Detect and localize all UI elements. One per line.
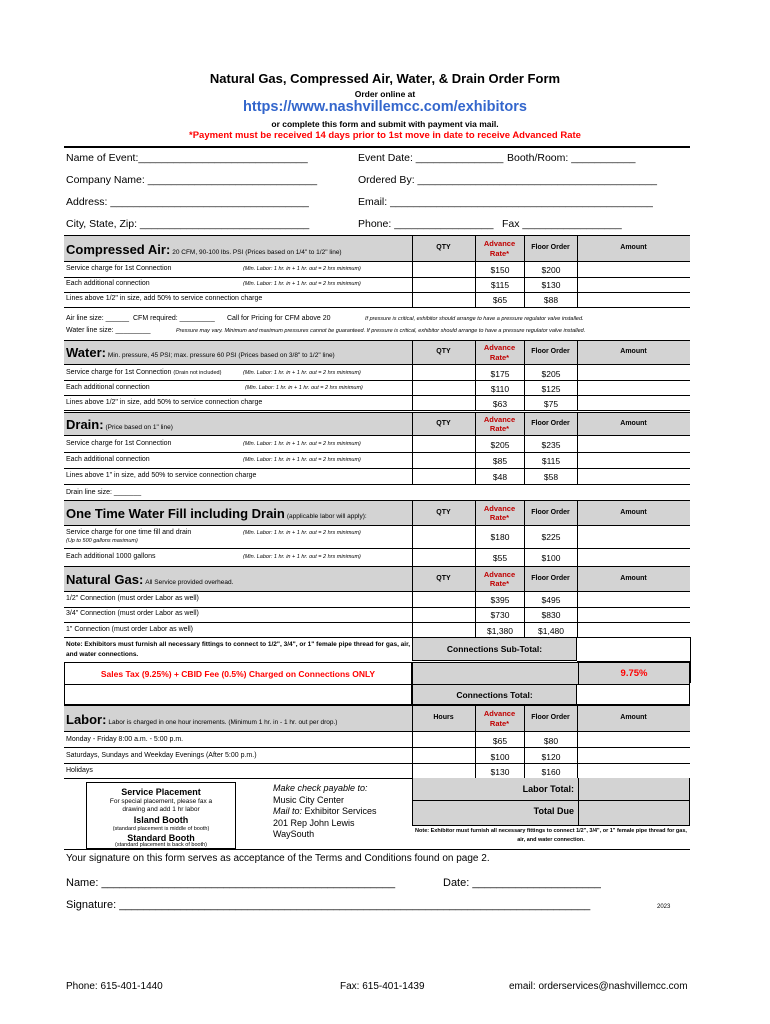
labor-row-floor: $160	[541, 767, 561, 777]
water-row-label: Lines above 1/2" in size, add 50% to service connection charge	[66, 399, 263, 406]
hours-column-header: Hours	[433, 714, 454, 722]
address-field[interactable]: Address: __________________________________	[66, 196, 309, 208]
fill-row-advance: $55	[492, 553, 508, 563]
drain-row-label: Lines above 1" in size, add 50% to service connection charge	[66, 472, 257, 479]
drain-row-floor: $115	[541, 456, 561, 466]
tax-rate-box	[412, 662, 690, 685]
air-row-advance: $150	[490, 265, 510, 275]
amount-column-header: Amount	[620, 419, 647, 427]
fill-row-advance: $180	[490, 532, 510, 542]
drain-row-note: (Min. Labor: 1 hr. in + 1 hr. out = 2 hrs minimum)	[243, 457, 361, 463]
mail-note: or complete this form and submit with payment via mail.	[271, 119, 499, 129]
event-date-field[interactable]: Event Date: _______________	[358, 152, 504, 164]
section-title: Compressed Air:	[66, 242, 171, 257]
floor-order-column-header: Floor Order	[531, 508, 570, 516]
floor-order-column-header: Floor Order	[531, 419, 570, 427]
fill-row-floor: $100	[541, 553, 561, 563]
water-row-label: Each additional connection	[66, 384, 150, 391]
drain-row-floor: $235	[541, 440, 561, 450]
section-title: Water:	[66, 345, 106, 360]
natural-gas-header	[64, 566, 690, 592]
gas-row-label: 1" Connection (must order Labor as well)	[66, 626, 193, 633]
standard-booth-label: Standard Booth	[127, 832, 195, 843]
air-row-floor: $130	[541, 280, 561, 290]
labor-row-floor: $80	[543, 736, 559, 746]
service-placement-box	[86, 782, 236, 849]
amount-column-header: Amount	[620, 348, 647, 356]
phone-field[interactable]: Phone: _________________	[358, 218, 494, 230]
water-header	[64, 340, 690, 365]
connections-subtotal-label: Connections Sub-Total:	[412, 637, 577, 661]
water-line-size-field[interactable]: Water line size: _________	[66, 327, 151, 334]
gas-row-floor: $1,480	[538, 626, 564, 636]
section-title: Drain:	[66, 417, 104, 432]
section-subtitle: 20 CFM, 90-100 lbs. PSI (Prices based on 1/4" to 1/2" line)	[172, 249, 342, 256]
water-row-floor: $75	[543, 399, 559, 409]
air-row-advance: $65	[492, 295, 508, 305]
section-subtitle: All Service provided overhead.	[145, 579, 234, 586]
section-title: Labor:	[66, 712, 107, 727]
sales-tax-row: Sales Tax (9.25%) + CBID Fee (0.5%) Charged on Connections ONLY	[64, 662, 412, 685]
drain-row-note: (Min. Labor: 1 hr. in + 1 hr. out = 2 hrs minimum)	[243, 441, 361, 447]
air-row-floor: $200	[541, 265, 561, 275]
section-subtitle: Labor is charged in one hour increments. (Minimum 1 hr. in - 1 hr. out per drop.)	[108, 719, 338, 726]
date-field[interactable]: Date: _____________________	[443, 877, 601, 889]
section-subtitle: (applicable labor will apply):	[286, 513, 367, 520]
email-field[interactable]: Email: _____________________________________________	[358, 196, 653, 208]
street: 201 Rep John Lewis	[273, 817, 355, 828]
drain-header	[64, 412, 690, 436]
drain-row-label: Each additional connection	[66, 456, 150, 463]
island-booth-label: Island Booth	[133, 814, 189, 825]
water-row-label: Service charge for 1st Connection (Drain not included)	[66, 369, 222, 376]
fax-field[interactable]: Fax _________________	[502, 218, 622, 230]
water-row-note: (Min. Labor: 1 hr. in + 1 hr. out = 2 hrs minimum)	[243, 370, 361, 376]
amount-column-header: Amount	[620, 508, 647, 516]
floor-order-column-header: Floor Order	[531, 348, 570, 356]
street-continued: WaySouth	[273, 829, 315, 840]
drain-row-floor: $58	[543, 472, 559, 482]
cfm-required-field[interactable]: CFM required: _________	[133, 315, 215, 322]
company-name-field[interactable]: Company Name: _____________________________	[66, 174, 318, 186]
section-subtitle: Min. pressure, 45 PSI; max. pressure 60 PSI (Prices based on 3/8" to 1/2" line)	[107, 352, 335, 359]
labor-row-label: Monday - Friday 8:00 a.m. - 5:00 p.m.	[66, 736, 184, 743]
gas-row-floor: $830	[541, 610, 561, 620]
advance-rate-column-header: Advance Rate*	[483, 343, 516, 362]
labor-row-advance: $100	[490, 752, 510, 762]
labor-header	[64, 705, 690, 732]
amount-column-header: Amount	[620, 714, 647, 722]
section-title: Natural Gas:	[66, 572, 144, 587]
footer-phone: Phone: 615-401-1440	[66, 981, 163, 992]
qty-column-header: QTY	[436, 244, 451, 252]
pressure-regulator-note: If pressure is critical, exhibitor should arrange to have a pressure regulator valve installed.	[365, 316, 584, 322]
city-state-zip-field[interactable]: City, State, Zip: _____________________________	[66, 218, 310, 230]
fill-row-label: Each additional 1000 gallons	[66, 553, 156, 560]
advance-rate-column-header: Advance Rate*	[483, 503, 516, 522]
air-row-note: (Min. Labor: 1 hr. in + 1 hr. out = 2 hrs minimum)	[243, 281, 361, 287]
qty-column-header: QTY	[436, 348, 451, 356]
drain-line-size-field[interactable]: Drain line size: _______	[66, 489, 142, 496]
floor-order-column-header: Floor Order	[531, 574, 570, 582]
payee: Music City Center	[273, 794, 345, 805]
footer-fax: Fax: 615-401-1439	[340, 981, 425, 992]
labor-total-box	[412, 778, 690, 826]
air-row-note: (Min. Labor: 1 hr. in + 1 hr. out = 2 hrs minimum)	[243, 266, 361, 272]
order-online-label: Order online at	[354, 89, 416, 99]
form-year: 2023	[657, 904, 671, 910]
air-row-label: Each additional connection	[66, 280, 150, 287]
water-row-advance: $175	[490, 369, 510, 379]
labor-row-label: Holidays	[66, 767, 93, 774]
fill-row-note: (Min. Labor: 1 hr. in + 1 hr. out = 2 hrs minimum)	[243, 554, 361, 560]
section-title: One Time Water Fill including Drain	[66, 506, 285, 521]
amount-column-header: Amount	[620, 574, 647, 582]
water-row-note: (Min. Labor: 1 hr. in + 1 hr. out = 2 hrs minimum)	[245, 385, 363, 391]
placement-title: Service Placement	[121, 787, 201, 797]
advance-rate-column-header: Advance Rate*	[483, 414, 516, 433]
mailing-info	[273, 783, 377, 841]
connections-total-label: Connections Total:	[412, 685, 577, 705]
air-row-label: Lines above 1/2" in size, add 50% to service connection charge	[66, 295, 263, 302]
gas-row-label: 3/4" Connection (must order Labor as well)	[66, 610, 199, 617]
standard-booth-note: (standard placement is back of booth)	[114, 842, 208, 848]
ordered-by-field[interactable]: Ordered By: _________________________________________	[358, 174, 657, 186]
air-line-size-field[interactable]: Air line size: ______	[66, 315, 130, 322]
labor-total-label: Labor Total:	[522, 784, 574, 794]
water-row-floor: $205	[541, 369, 561, 379]
amount-column-header: Amount	[620, 244, 647, 252]
air-row-floor: $88	[543, 295, 559, 305]
connections-total-amount[interactable]	[577, 685, 690, 705]
water-row-floor: $125	[541, 384, 561, 394]
labor-row-label: Saturdays, Sundays and Weekday Evenings (After 5:00 p.m.)	[66, 752, 257, 759]
page-title: Natural Gas, Compressed Air, Water, & Drain Order Form	[209, 71, 561, 86]
gas-row-advance: $730	[490, 610, 510, 620]
pressure-guarantee-note: Pressure may vary. Minimum and maximum pressures cannot be guaranteed. If pressure is critical, exhibitor should arrange to have a pressure regulator valve installed.	[176, 328, 586, 334]
drain-row-label: Service charge for 1st Connection	[66, 440, 172, 447]
footer-email[interactable]: email: orderservices@nashvillemcc.com	[509, 981, 688, 992]
water-fill-header	[64, 500, 690, 526]
floor-order-column-header: Floor Order	[531, 244, 570, 252]
event-name-field[interactable]: Name of Event:_____________________________	[66, 152, 308, 164]
placement-line2: drawing and add 1 hr labor	[122, 806, 200, 814]
drain-row-advance: $205	[490, 440, 510, 450]
placement-line1: For special placement, please fax a	[109, 798, 213, 806]
advance-rate-column-header: Advance Rate*	[483, 239, 516, 258]
fittings-note: Note: Exhibitors must furnish all necessary fittings to connect to 1/2", 3/4", or 1" female pipe thread for gas, air, and water connections.	[66, 641, 411, 659]
water-row-advance: $110	[490, 384, 510, 394]
water-row-advance: $63	[492, 399, 508, 409]
advance-rate-column-header: Advance Rate*	[483, 709, 516, 728]
gas-row-label: 1/2" Connection (must order Labor as well)	[66, 595, 199, 602]
section-subtitle: (Price based on 1" line)	[105, 424, 173, 431]
floor-order-column-header: Floor Order	[531, 714, 570, 722]
labor-row-advance: $130	[490, 767, 510, 777]
gas-row-floor: $495	[541, 595, 561, 605]
total-due-label: Total Due	[533, 806, 574, 816]
signature-field[interactable]: Signature: _____________________________________________________________________________	[66, 899, 591, 911]
cfm-call-note: Call for Pricing for CFM above 20	[227, 315, 331, 322]
compressed-air-header	[64, 235, 690, 262]
fill-row-label: Service charge for one time fill and drain	[66, 529, 192, 536]
fill-row-note: (Min. Labor: 1 hr. in + 1 hr. out = 2 hrs minimum)	[243, 530, 361, 536]
payment-deadline-note: *Payment must be received 14 days prior to 1st move in date to receive Advanced Rate	[189, 130, 581, 141]
labor-row-floor: $120	[541, 752, 561, 762]
payable-label: Make check payable to:	[273, 783, 368, 793]
fill-row-floor: $225	[541, 532, 561, 542]
drain-row-advance: $48	[492, 472, 508, 482]
drain-row-advance: $85	[492, 456, 508, 466]
gas-row-advance: $395	[490, 595, 510, 605]
qty-column-header: QTY	[436, 419, 451, 427]
tax-rate-value: 9.75%	[620, 668, 648, 679]
air-row-advance: $115	[490, 280, 510, 290]
qty-column-header: QTY	[436, 508, 451, 516]
labor-fittings-note: Note: Exhibitor must furnish all necessary fittings to connect 1/2", 3/4", or 1" female pipe thread for gas, air, and water connection.	[415, 828, 687, 843]
advance-rate-column-header: Advance Rate*	[483, 569, 516, 588]
fill-row-sublabel: (Up to 500 gallons maximum)	[66, 538, 138, 544]
order-online-link[interactable]: https://www.nashvillemcc.com/exhibitors	[243, 99, 527, 115]
name-field[interactable]: Name: ________________________________________________	[66, 877, 396, 889]
labor-row-advance: $65	[492, 736, 508, 746]
mail-to: Mail to: Exhibitor Services	[273, 806, 377, 817]
gas-row-advance: $1,380	[487, 626, 513, 636]
terms-acceptance: Your signature on this form serves as acceptance of the Terms and Conditions found on page 2.	[66, 853, 490, 864]
booth-room-field[interactable]: Booth/Room: ___________	[507, 152, 636, 164]
island-booth-note: (standard placement is middle of booth)	[112, 825, 210, 832]
air-row-label: Service charge for 1st Connection	[66, 265, 172, 272]
qty-column-header: QTY	[436, 574, 451, 582]
